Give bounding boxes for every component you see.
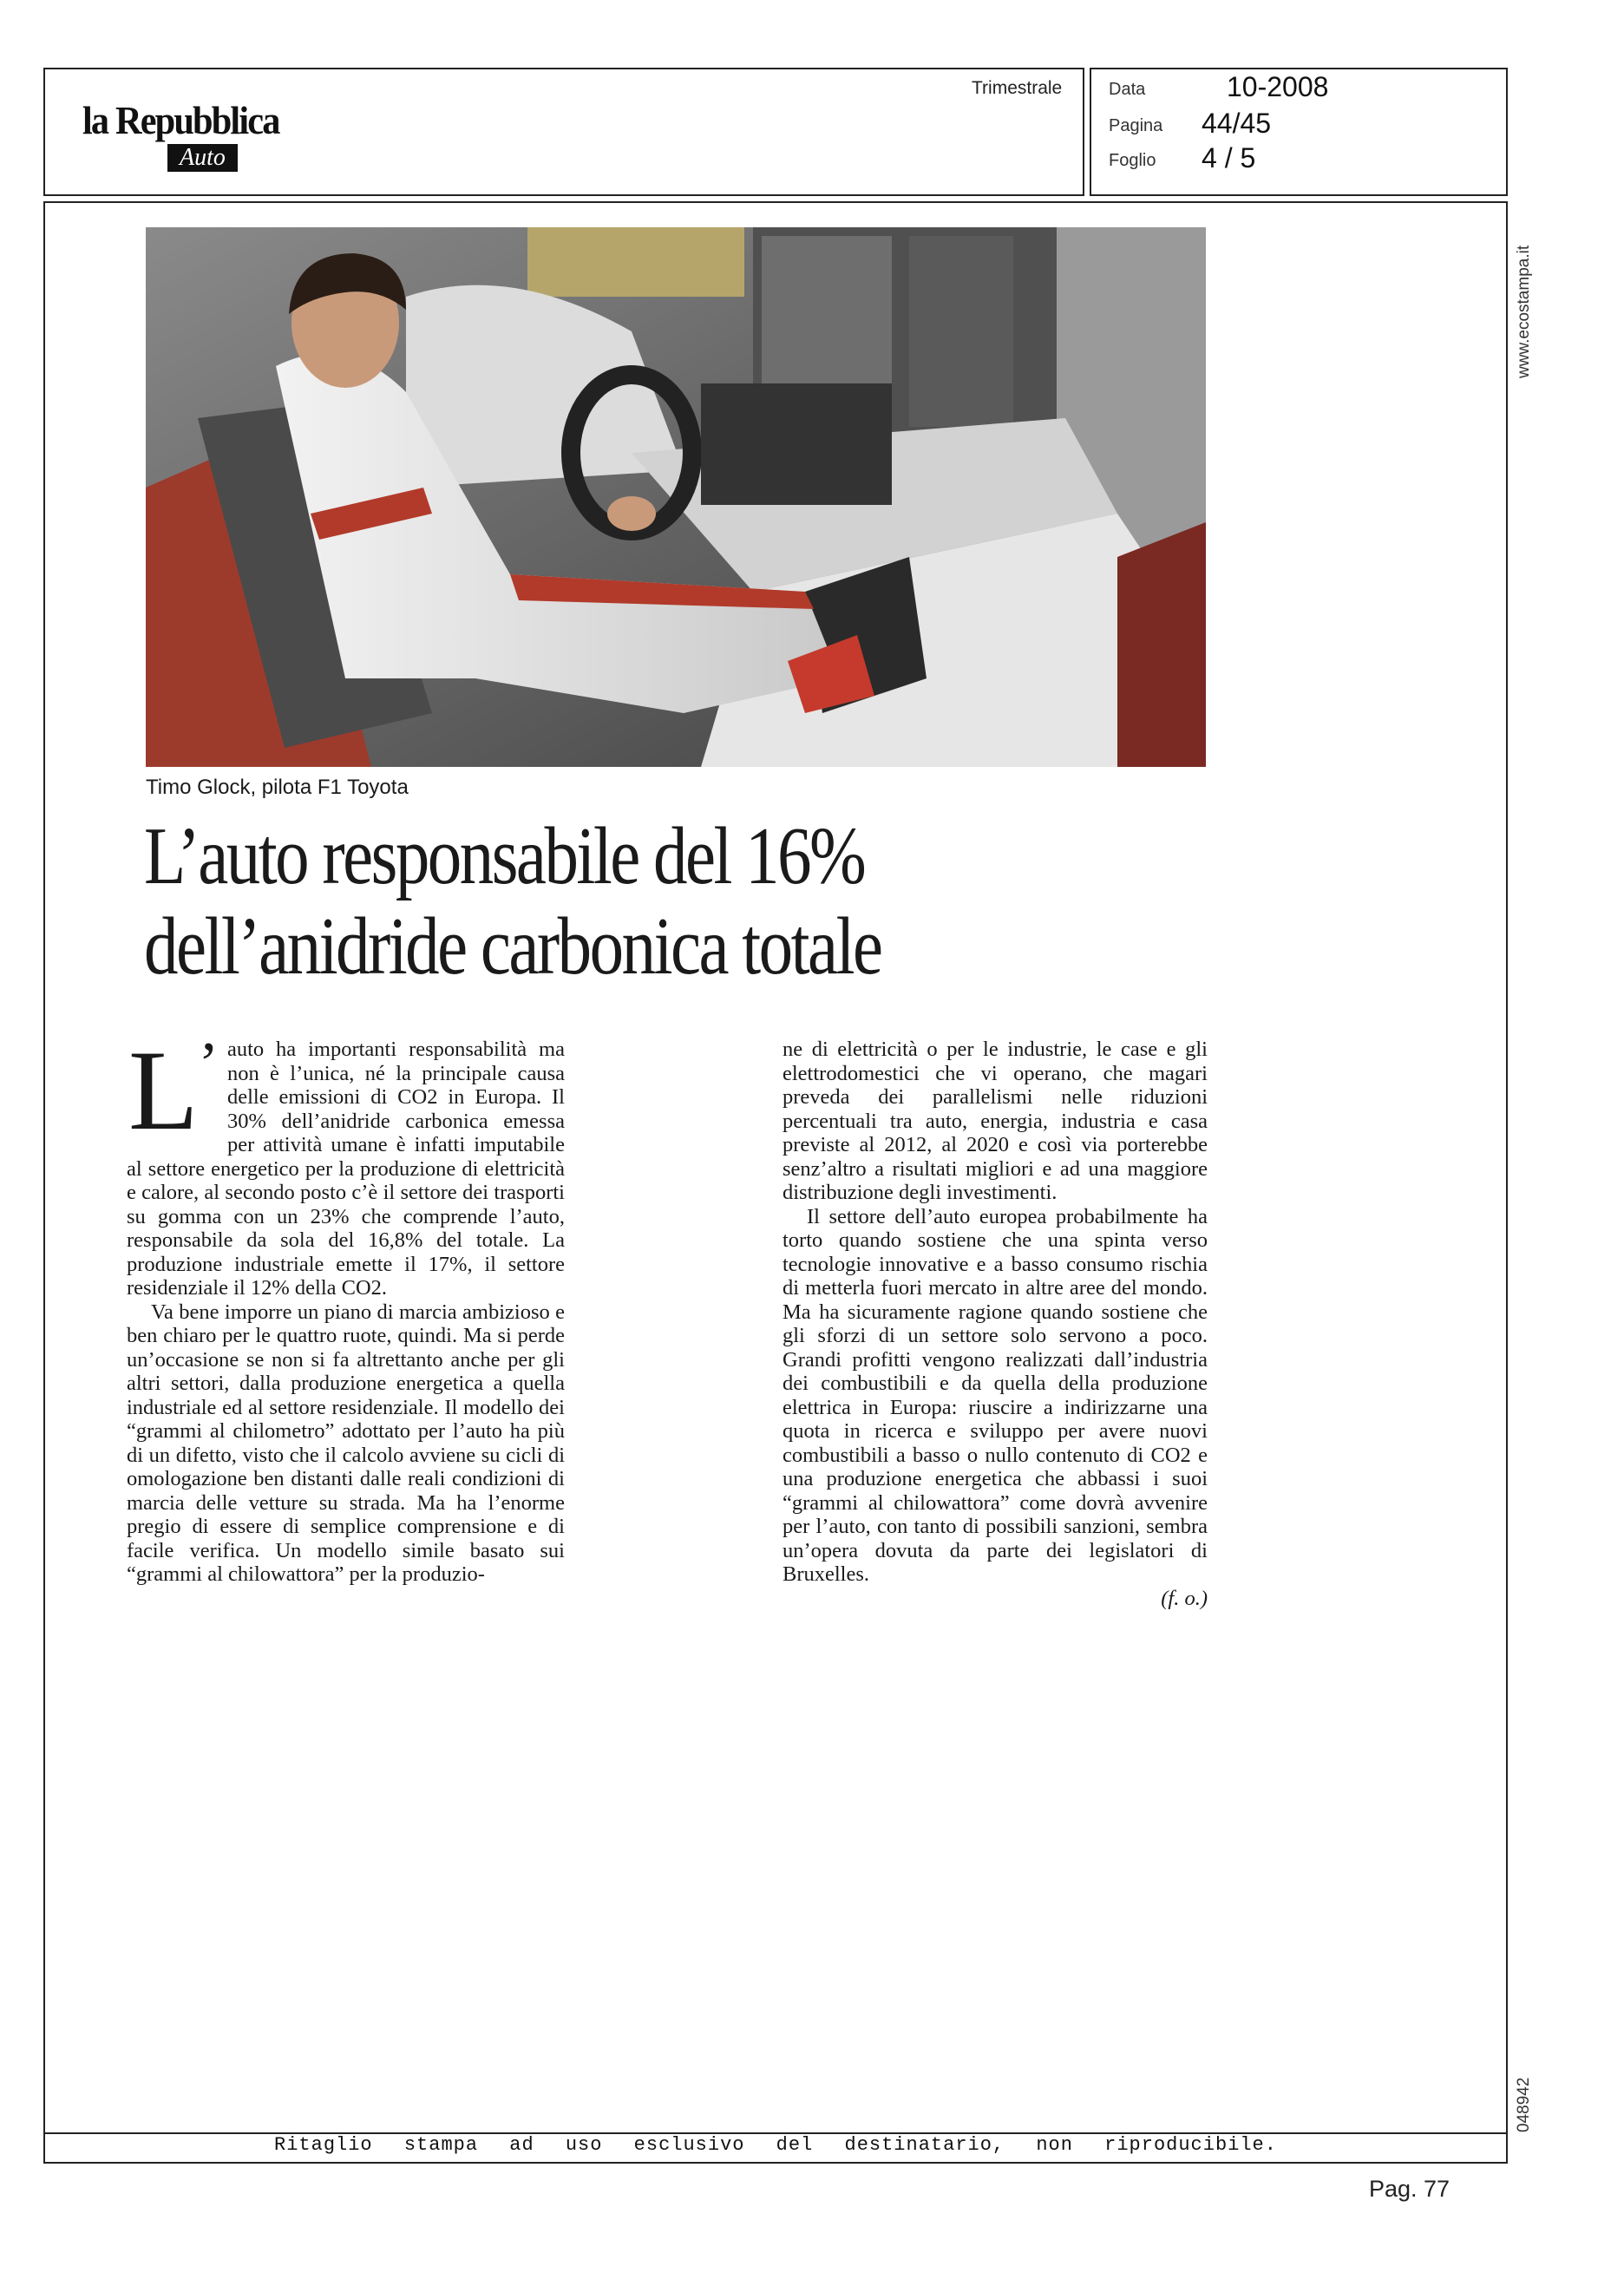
headline-line-1: L’auto responsabile del 16% (144, 811, 865, 901)
page-number: Pag. 77 (1369, 2176, 1450, 2202)
meta-value-data: 10-2008 (1227, 71, 1329, 102)
drop-cap-apostrophe: ’ (198, 1031, 219, 1097)
newspaper-logo (82, 97, 291, 175)
meta-value-foglio: 4 / 5 (1202, 142, 1256, 174)
article-column-right (783, 1038, 1208, 1610)
article-column-left (127, 1026, 565, 1587)
driver-photo (146, 227, 1206, 767)
article-paragraph (127, 1026, 565, 1300)
logo-sub-text: Auto (167, 144, 238, 172)
article-paragraph: Il settore dell’auto europea probabilmente ha torto quando sostiene che una spinta verso tecnologie innovative e a basso consumo rischia di metterla fuori mercato in altre aree del mondo. Ma ha sicuramente ragione quando sostiene che gli sforzi di un settore solo servono a poco. Grandi profitti vengono realizzati dall’industria dei combustibili e da quella della produzione elettrica in Europa: riuscire a indirizzarne una quota in ricerca e sviluppo per avere nuovi combustibili a basso o nullo contenuto di CO2 e una produzione energetica che abbassi i suoi “grammi al chilowattora” come dovrà avvenire per l’auto, con tanto di possibili sanzioni, sembra un’opera dovuta da parte dei legislatori di Bruxelles. (783, 1204, 1208, 1586)
meta-label-data: Data (1109, 80, 1146, 99)
website-vertical-label: www.ecostampa.it (1515, 245, 1533, 378)
article-headline (144, 811, 1091, 992)
drop-cap-letter: L (128, 1026, 199, 1154)
drop-cap (128, 1026, 219, 1154)
archive-code-vertical-label: 048942 (1515, 2077, 1533, 2132)
meta-label-pagina: Pagina (1109, 116, 1163, 135)
periodicity-label: Trimestrale (972, 78, 1063, 98)
usage-notice: Ritaglio stampa ad uso esclusivo del destinatario, non riproducibile. (274, 2134, 1277, 2156)
meta-label-foglio: Foglio (1109, 151, 1156, 170)
article-paragraph: Va bene imporre un piano di marcia ambizioso e ben chiaro per le quattro ruote, quindi. Ma si perde un’occasione se non si fa altrettanto anche per gli altri settori, dalla produzione energetica a quella industriale ed al settore residenziale. Il modello dei “grammi al chilometro” adottato per l’auto ha più di un difetto, visto che il calcolo avviene su cicli di omologazione ben distanti dalle reali condizioni di marcia delle vetture su strada. Ma ha l’enorme pregio di essere di semplice comprensione e di facile verifica. Un modello simile basato sui “grammi al chilowattora” per la produzio- (127, 1300, 565, 1586)
logo-main-text: la Repubblica (82, 98, 279, 142)
meta-value-pagina: 44/45 (1202, 108, 1272, 139)
article-paragraph: ne di elettricità o per le industrie, le case e gli elettrodomestici che vi operano, che magari preveda dei parallelismi nelle riduzioni percentuali tra auto, energia, industria e casa previste al 2012, al 2020 e così via porterebbe senz’altro a risultati migliori e ad una maggiore distribuzione degli investimenti. (783, 1038, 1208, 1204)
paragraph-text: auto ha importanti responsabilità ma non è l’unica, né la principale causa delle emissioni di CO2 in Europa. Il 30% dell’anidride carbonica emessa per attività umane è infatti imputabile al settore energetico per la produzione di elettricità e calore, al secondo posto c’è il settore dei trasporti su gomma con un 23% che comprende l’auto, responsabile da sola del 16,8% del totale. La produzione industriale emette il 17%, il settore residenziale il 12% della CO2. (127, 1038, 565, 1300)
headline-line-2: dell’anidride carbonica totale (144, 901, 881, 992)
photo-caption: Timo Glock, pilota F1 Toyota (146, 776, 409, 799)
author-signature: (f. o.) (1161, 1586, 1208, 1610)
driver-photo-illustration (146, 227, 1206, 767)
